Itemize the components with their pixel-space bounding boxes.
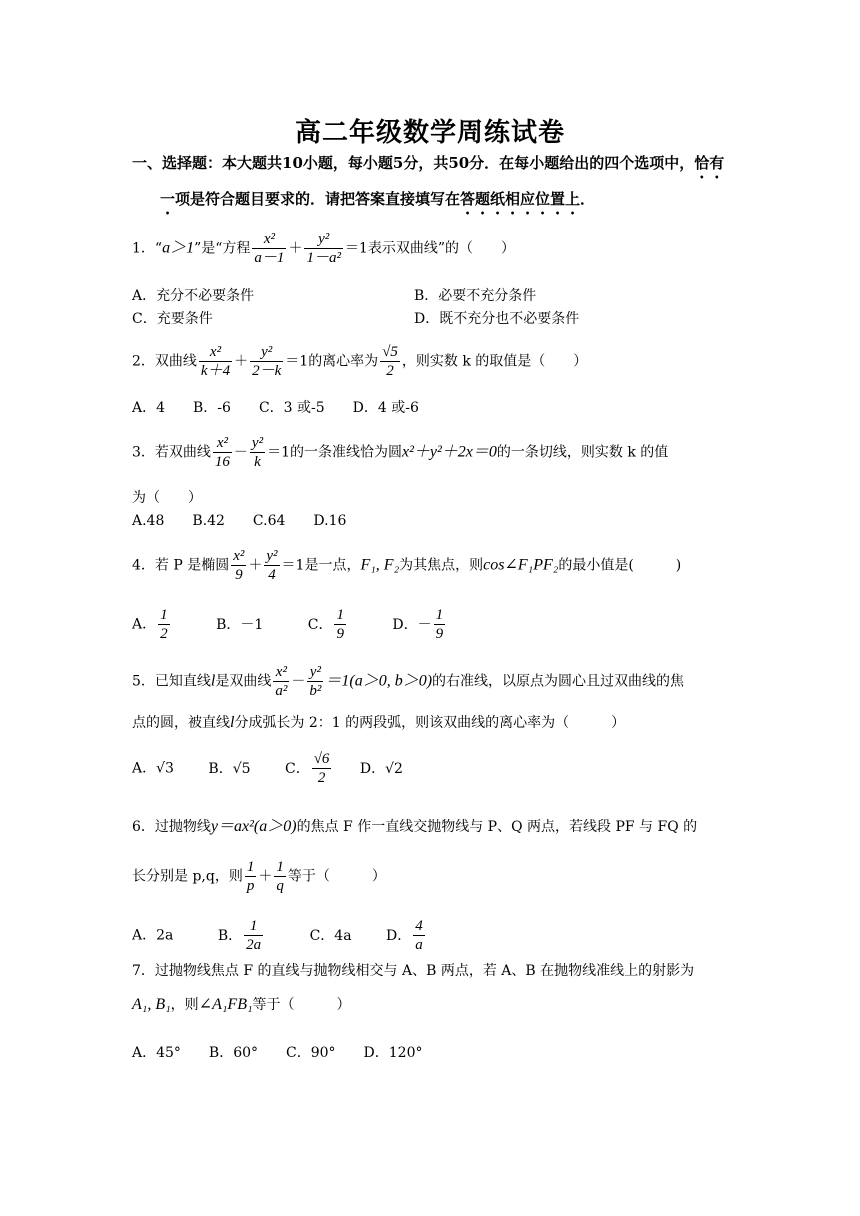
text-span: ＝1(a＞0, b＞0) [325, 672, 433, 690]
text-span: ＋ [288, 240, 303, 257]
fraction [307, 663, 323, 700]
text-span: B．√5 [208, 760, 251, 777]
text-span: 的一条准线恰为圆 [290, 444, 402, 461]
text-span: k [250, 452, 265, 471]
text-span: 的最小值是( ) [558, 557, 682, 574]
question-4-stem [132, 547, 681, 584]
text-span: 5．已知直线 [132, 673, 211, 690]
text-span: 一 [160, 190, 176, 208]
text-span: 项是符合题目要求的．请把答案直接填写在 [175, 190, 461, 208]
text-span: 1 [249, 918, 258, 934]
text-span: D．√2 [359, 760, 403, 777]
text-span: 1 [160, 607, 168, 623]
text-span: a－1 [254, 250, 285, 266]
text-span: ＝1 [267, 444, 290, 461]
fraction [213, 434, 232, 471]
text-span: 的一条切线，则实数 k 的值 [496, 444, 669, 461]
text-span: a [415, 937, 423, 953]
q2-options: A．4 B．-6 C．3 或-5 D．4 或-6 [132, 400, 419, 416]
text-span: F₁, F₂ [360, 556, 400, 574]
text-span: A． [132, 616, 157, 633]
text-span: p [246, 878, 255, 894]
text-span: 恰有 [694, 154, 725, 172]
text-span: 等于（ ） [287, 868, 386, 885]
text-span: 为其焦点，则 [399, 557, 484, 574]
text-span: y² [309, 664, 321, 680]
text-span: 1 [276, 859, 284, 875]
question-6-stem [132, 817, 697, 837]
text-span: 分成弧长为 2：1 的两段弧，则该双曲线的离心率为（ ） [234, 715, 626, 731]
q6-options [132, 917, 427, 954]
text-span: ，则 [170, 997, 199, 1013]
text-span: 的焦点 F 作一直线交抛物线与 P、Q 两点，若线段 PF 与 FQ 的 [296, 819, 698, 835]
text-span: 16 [214, 454, 230, 470]
question-7-stem-line2 [132, 995, 351, 1015]
text-span: C．4a [309, 927, 352, 944]
text-span: 等于（ ） [252, 997, 351, 1013]
q5-options [132, 750, 403, 787]
fraction [250, 343, 283, 380]
text-span: 2．双曲线 [132, 353, 197, 370]
text-span: cos∠F₁PF₂ [483, 556, 559, 574]
section-instructions-line2 [160, 188, 595, 218]
fraction [158, 606, 170, 643]
fraction [231, 547, 246, 584]
text-span: ∠A₁FB₁ [198, 996, 253, 1013]
q4-options [132, 606, 447, 643]
page-title: 高二年级数学周练试卷 [294, 118, 565, 148]
text-span: y² [261, 344, 273, 360]
fraction [380, 343, 400, 380]
text-span: 一、选择题：本大题共10小题，每小题5分，共50分．在每小题给出的四个选项中， [132, 154, 695, 172]
fraction [244, 917, 263, 954]
text-span: √6 [313, 751, 330, 767]
text-span: － [291, 673, 306, 690]
fraction [273, 663, 289, 700]
text-span: a＞1 [162, 239, 195, 257]
q3-options: A.48 B.42 C.64 D.16 [132, 513, 347, 529]
text-span: l [230, 714, 235, 731]
q1-option-d: D．既不充分也不必要条件 [414, 311, 580, 327]
text-span: 的右准线，以原点为圆心且过双曲线的焦 [432, 673, 685, 690]
text-span: ＝1 [344, 240, 368, 257]
text-span: 9 [435, 626, 444, 642]
text-span: ＋ [248, 557, 263, 574]
fraction [304, 230, 343, 267]
fraction [334, 606, 346, 643]
text-span: C． [307, 616, 333, 633]
text-span: 1 [435, 607, 444, 623]
text-span: y² [251, 435, 264, 451]
section-instructions-line1 [132, 152, 724, 182]
text-span: 2 [312, 768, 332, 787]
text-span: ＝1 [281, 557, 305, 574]
text-span: 长分别是 p,q，则 [132, 868, 243, 885]
text-span: a² [275, 683, 288, 699]
text-span: ＋ [234, 353, 249, 370]
text-span: q [276, 878, 284, 894]
text-span: k＋4 [200, 363, 231, 379]
text-span: 表示双曲线”的（ ） [367, 240, 516, 257]
text-span: B．－1 [216, 616, 264, 633]
text-span: y² [318, 231, 330, 247]
text-span: 6．过抛物线 [132, 819, 211, 835]
fraction [434, 606, 446, 643]
fraction [245, 858, 257, 895]
text-span: ＝1 [285, 353, 309, 370]
text-span: B． [217, 927, 243, 944]
text-span: 的离心率为 [308, 353, 379, 370]
text-span: 2 [160, 626, 168, 642]
text-span: 1 [246, 859, 255, 875]
fraction [312, 750, 332, 787]
text-span: 2 [380, 361, 400, 380]
text-span: 9 [336, 626, 344, 642]
text-span: 1 [336, 607, 344, 623]
text-span: b² [309, 683, 322, 699]
text-span: x² [216, 435, 228, 451]
text-span: ＋ [258, 868, 273, 885]
text-span: 4．若 P 是椭圆 [132, 557, 230, 574]
text-span: 3．若双曲线 [132, 444, 211, 461]
q7-options: A．45° B．60° C．90° D．120° [132, 1045, 423, 1061]
text-span: 4 [415, 918, 423, 934]
text-span: D．－ [392, 616, 432, 633]
fraction [413, 917, 425, 954]
fraction [264, 547, 279, 584]
text-span: 4 [264, 565, 279, 584]
fraction [252, 230, 286, 267]
fraction [274, 858, 286, 895]
text-span: － [233, 444, 248, 461]
fraction [250, 434, 265, 471]
question-1-stem [132, 230, 515, 267]
question-5-stem-line2 [132, 713, 625, 733]
text-span: ． [580, 190, 596, 208]
text-span: √5 [382, 344, 398, 360]
text-span: x² [209, 344, 222, 360]
text-span: 1．“ [132, 240, 163, 257]
text-span: 9 [231, 565, 246, 584]
text-span: 答题纸相应位置上 [460, 190, 581, 208]
text-span: y＝ax²(a＞0) [210, 818, 297, 835]
question-5-stem [132, 663, 684, 700]
text-span: x² [233, 548, 245, 564]
text-span: 2a [246, 937, 262, 953]
question-7-stem: 7．过抛物线焦点 F 的直线与抛物线相交与 A、B 两点，若 A、B 在抛物线准线上的射影为 [132, 963, 695, 979]
text-span: x² [263, 231, 275, 247]
question-2-stem [132, 343, 587, 380]
text-span: 是双曲线 [215, 673, 272, 690]
text-span: l [210, 672, 216, 690]
q1-option-b: B．必要不充分条件 [414, 288, 537, 304]
text-span: A．2a [132, 927, 174, 944]
text-span: 点的圆，被直线 [132, 715, 230, 731]
text-span: 1－a² [306, 250, 341, 266]
q1-option-c: C．充要条件 [132, 311, 213, 327]
text-span: C． [284, 760, 310, 777]
q1-option-a: A．充分不必要条件 [132, 288, 255, 304]
text-span: x² [275, 664, 287, 680]
question-3-stem-line2: 为（ ） [132, 490, 202, 506]
text-span: A₁, B₁ [132, 996, 171, 1013]
fraction [199, 343, 232, 380]
text-span: A．√3 [132, 760, 174, 777]
text-span: 2－k [252, 363, 282, 379]
text-span: x²＋y²＋2x＝0 [402, 443, 497, 461]
text-span: ，则实数 k 的取值是（ ） [401, 353, 588, 370]
text-span: ”是“方程 [194, 240, 251, 257]
text-span: D． [386, 927, 412, 944]
question-6-stem-line2 [132, 858, 386, 895]
text-span: 是一点， [304, 557, 361, 574]
question-3-stem [132, 434, 668, 471]
text-span: y² [266, 548, 278, 564]
